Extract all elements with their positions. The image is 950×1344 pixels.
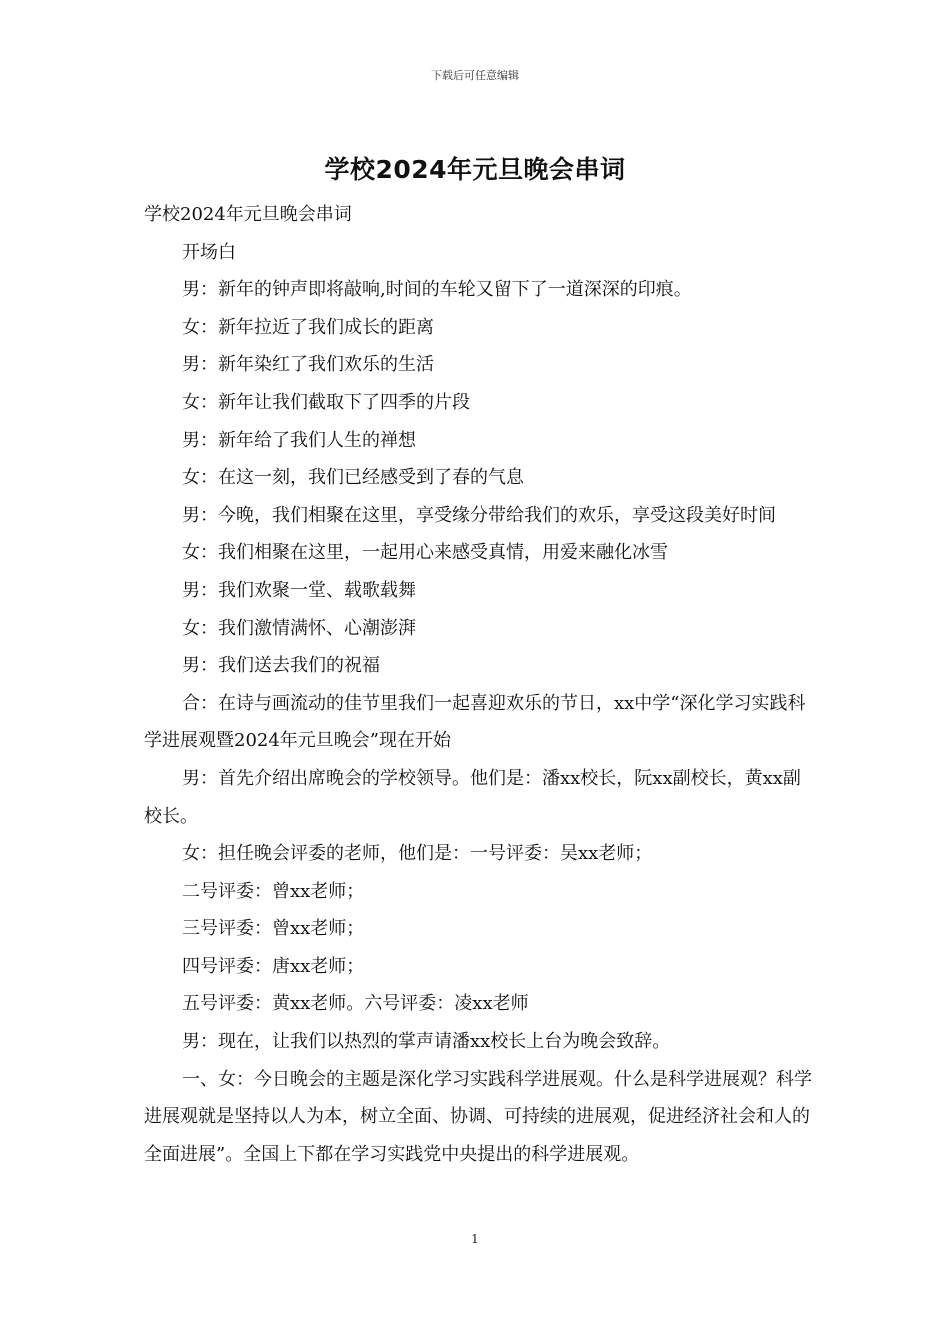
paragraph: 男：新年染红了我们欢乐的生活 bbox=[182, 354, 434, 376]
paragraph: 女：在这一刻，我们已经感受到了春的气息 bbox=[182, 467, 524, 489]
paragraph: 四号评委：唐xx老师； bbox=[182, 955, 365, 977]
paragraph: 男：新年的钟声即将敲响,时间的车轮又留下了一道深深的印痕。 bbox=[182, 279, 692, 301]
paragraph: 五号评委：黄xx老师。六号评委：凌xx老师 bbox=[182, 993, 529, 1015]
paragraph: 男：我们欢聚一堂、载歌载舞 bbox=[182, 579, 416, 601]
paragraph: 男：首先介绍出席晚会的学校领导。他们是：潘xx校长，阮xx副校长，黄xx副校长。 bbox=[144, 767, 801, 827]
paragraph: 女：我们激情满怀、心潮澎湃 bbox=[182, 617, 416, 639]
paragraph: 女：新年让我们截取下了四季的片段 bbox=[182, 391, 470, 413]
paragraph: 一、女：今日晚会的主题是深化学习实践科学进展观。什么是科学进展观？科学进展观就是坚持以人为本，树立全面、协调、可持续的进展观，促进经济社会和人的全面进展”。全国上下都在学习实践党中央提出的科学进展观。 bbox=[144, 1068, 812, 1165]
paragraph: 男：我们送去我们的祝福 bbox=[182, 655, 380, 677]
paragraph: 女：我们相聚在这里，一起用心来感受真情，用爱来融化冰雪 bbox=[182, 542, 668, 564]
paragraph: 女：担任晚会评委的老师，他们是：一号评委：吴xx老师； bbox=[182, 843, 653, 865]
document-body bbox=[144, 196, 812, 1173]
paragraph: 男：新年给了我们人生的禅想 bbox=[182, 429, 416, 451]
paragraph: 合：在诗与画流动的佳节里我们一起喜迎欢乐的节日，xx中学“深化学习实践科学进展观暨2024年元旦晚会”现在开始 bbox=[144, 692, 806, 752]
paragraph: 开场白 bbox=[182, 241, 236, 263]
paragraph: 男：今晚，我们相聚在这里，享受缘分带给我们的欢乐，享受这段美好时间 bbox=[182, 504, 776, 526]
header-note: 下载后可任意编辑 bbox=[431, 69, 519, 82]
paragraph: 学校2024年元旦晚会串词 bbox=[144, 204, 352, 225]
page-number: 1 bbox=[471, 1232, 479, 1246]
paragraph: 男：现在，让我们以热烈的掌声请潘xx校长上台为晚会致辞。 bbox=[182, 1031, 671, 1053]
paragraph: 二号评委：曾xx老师； bbox=[182, 880, 365, 902]
paragraph: 女：新年拉近了我们成长的距离 bbox=[182, 316, 434, 338]
document-title: 学校2024年元旦晚会串词 bbox=[324, 155, 626, 184]
paragraph: 三号评委：曾xx老师； bbox=[182, 918, 365, 940]
